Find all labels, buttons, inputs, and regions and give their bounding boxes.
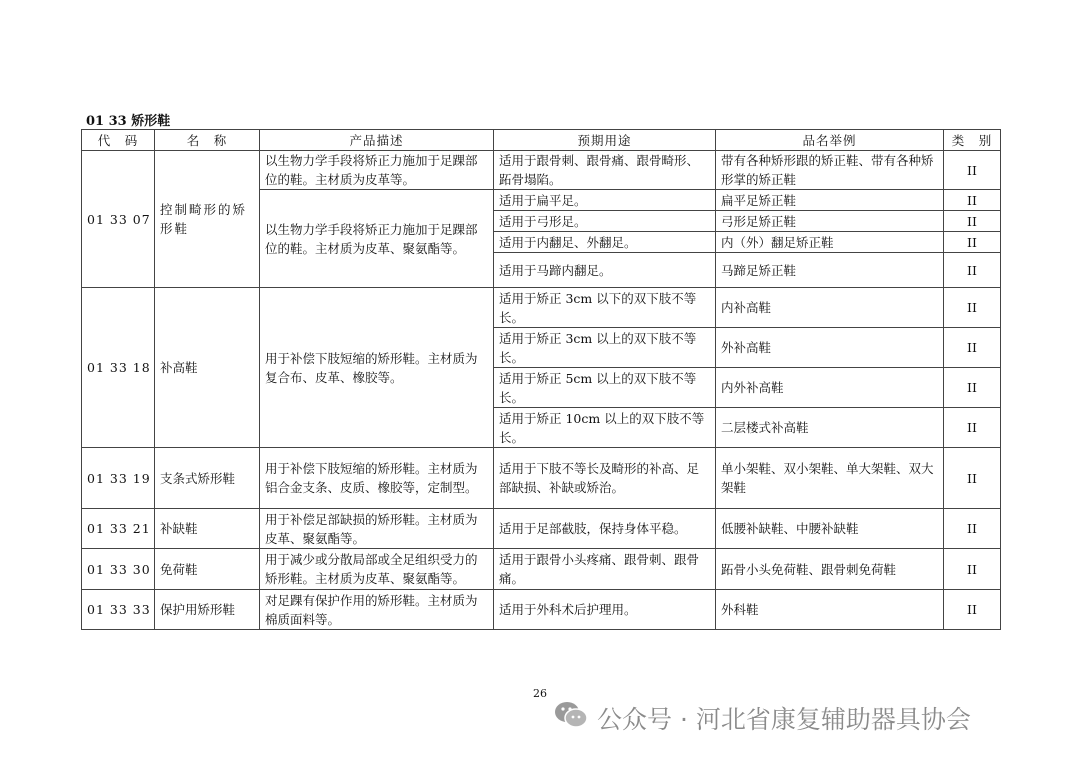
wechat-icon xyxy=(553,700,589,736)
product-code: 01 33 33 xyxy=(82,590,155,630)
product-examples: 马蹄足矫正鞋 xyxy=(716,253,944,288)
device-class: II xyxy=(944,211,1001,232)
product-examples: 单小架鞋、双小架鞋、单大架鞋、双大架鞋 xyxy=(716,448,944,509)
intended-use: 适用于矫正 5cm 以上的双下肢不等长。 xyxy=(494,368,716,408)
section-name: 矫形鞋 xyxy=(131,114,171,129)
table-row xyxy=(82,549,1001,590)
table-header xyxy=(82,130,1001,151)
product-description: 以生物力学手段将矫正力施加于足踝部位的鞋。主材质为皮革等。 xyxy=(260,151,494,190)
device-class: II xyxy=(944,549,1001,590)
watermark xyxy=(553,698,971,738)
table-row xyxy=(82,590,1001,630)
intended-use: 适用于扁平足。 xyxy=(494,190,716,211)
table-row xyxy=(82,448,1001,509)
product-name: 补缺鞋 xyxy=(155,509,260,549)
intended-use: 适用于足部截肢，保持身体平稳。 xyxy=(494,509,716,549)
product-code: 01 33 30 xyxy=(82,549,155,590)
intended-use: 适用于马蹄内翻足。 xyxy=(494,253,716,288)
header-intended-use: 预期用途 xyxy=(494,130,716,151)
page-number: 26 xyxy=(533,687,547,700)
section-code: 01 33 xyxy=(86,114,127,129)
device-class: II xyxy=(944,288,1001,328)
intended-use: 适用于矫正 3cm 以上的双下肢不等长。 xyxy=(494,328,716,368)
product-examples: 内（外）翻足矫正鞋 xyxy=(716,232,944,253)
watermark-text: 公众号 · 河北省康复辅助器具协会 xyxy=(597,705,971,734)
header-name: 名 称 xyxy=(155,130,260,151)
product-description: 用于补偿下肢短缩的矫形鞋。主材质为铝合金支条、皮质、橡胶等，定制型。 xyxy=(260,448,494,509)
device-class: II xyxy=(944,448,1001,509)
product-examples: 外科鞋 xyxy=(716,590,944,630)
catalog-table xyxy=(81,129,1001,630)
product-examples: 低腰补缺鞋、中腰补缺鞋 xyxy=(716,509,944,549)
device-class: II xyxy=(944,232,1001,253)
product-name: 控制畸形的矫形鞋 xyxy=(155,151,260,288)
device-class: II xyxy=(944,328,1001,368)
device-class: II xyxy=(944,590,1001,630)
product-description: 用于减少或分散局部或全足组织受力的矫形鞋。主材质为皮革、聚氨酯等。 xyxy=(260,549,494,590)
product-examples: 带有各种矫形跟的矫正鞋、带有各种矫形掌的矫正鞋 xyxy=(716,151,944,190)
product-description: 用于补偿足部缺损的矫形鞋。主材质为皮革、聚氨酯等。 xyxy=(260,509,494,549)
product-examples: 跖骨小头免荷鞋、跟骨刺免荷鞋 xyxy=(716,549,944,590)
product-name: 免荷鞋 xyxy=(155,549,260,590)
intended-use: 适用于矫正 10cm 以上的双下肢不等长。 xyxy=(494,408,716,448)
header-examples: 品名举例 xyxy=(716,130,944,151)
product-examples: 弓形足矫正鞋 xyxy=(716,211,944,232)
product-code: 01 33 07 xyxy=(82,151,155,288)
product-code: 01 33 18 xyxy=(82,288,155,448)
product-description: 对足踝有保护作用的矫形鞋。主材质为棉质面料等。 xyxy=(260,590,494,630)
device-class: II xyxy=(944,190,1001,211)
product-code: 01 33 21 xyxy=(82,509,155,549)
product-name: 保护用矫形鞋 xyxy=(155,590,260,630)
table-row xyxy=(82,509,1001,549)
header-class: 类 别 xyxy=(944,130,1001,151)
table-row xyxy=(82,151,1001,190)
section-title xyxy=(86,110,170,129)
table-row xyxy=(82,288,1001,328)
device-class: II xyxy=(944,509,1001,549)
intended-use: 适用于跟骨小头疼痛、跟骨刺、跟骨痛。 xyxy=(494,549,716,590)
product-examples: 内外补高鞋 xyxy=(716,368,944,408)
product-examples: 二层楼式补高鞋 xyxy=(716,408,944,448)
intended-use: 适用于弓形足。 xyxy=(494,211,716,232)
header-description: 产品描述 xyxy=(260,130,494,151)
product-examples: 内补高鞋 xyxy=(716,288,944,328)
product-code: 01 33 19 xyxy=(82,448,155,509)
device-class: II xyxy=(944,368,1001,408)
header-code: 代 码 xyxy=(82,130,155,151)
product-examples: 外补高鞋 xyxy=(716,328,944,368)
intended-use: 适用于跟骨刺、跟骨痛、跟骨畸形、跖骨塌陷。 xyxy=(494,151,716,190)
product-name: 补高鞋 xyxy=(155,288,260,448)
intended-use: 适用于外科术后护理用。 xyxy=(494,590,716,630)
intended-use: 适用于内翻足、外翻足。 xyxy=(494,232,716,253)
product-examples: 扁平足矫正鞋 xyxy=(716,190,944,211)
intended-use: 适用于矫正 3cm 以下的双下肢不等长。 xyxy=(494,288,716,328)
device-class: II xyxy=(944,151,1001,190)
intended-use: 适用于下肢不等长及畸形的补高、足部缺损、补缺或矫治。 xyxy=(494,448,716,509)
device-class: II xyxy=(944,408,1001,448)
product-name: 支条式矫形鞋 xyxy=(155,448,260,509)
product-description: 用于补偿下肢短缩的矫形鞋。主材质为复合布、皮革、橡胶等。 xyxy=(260,288,494,448)
device-class: II xyxy=(944,253,1001,288)
product-description: 以生物力学手段将矫正力施加于足踝部位的鞋。主材质为皮革、聚氨酯等。 xyxy=(260,190,494,288)
